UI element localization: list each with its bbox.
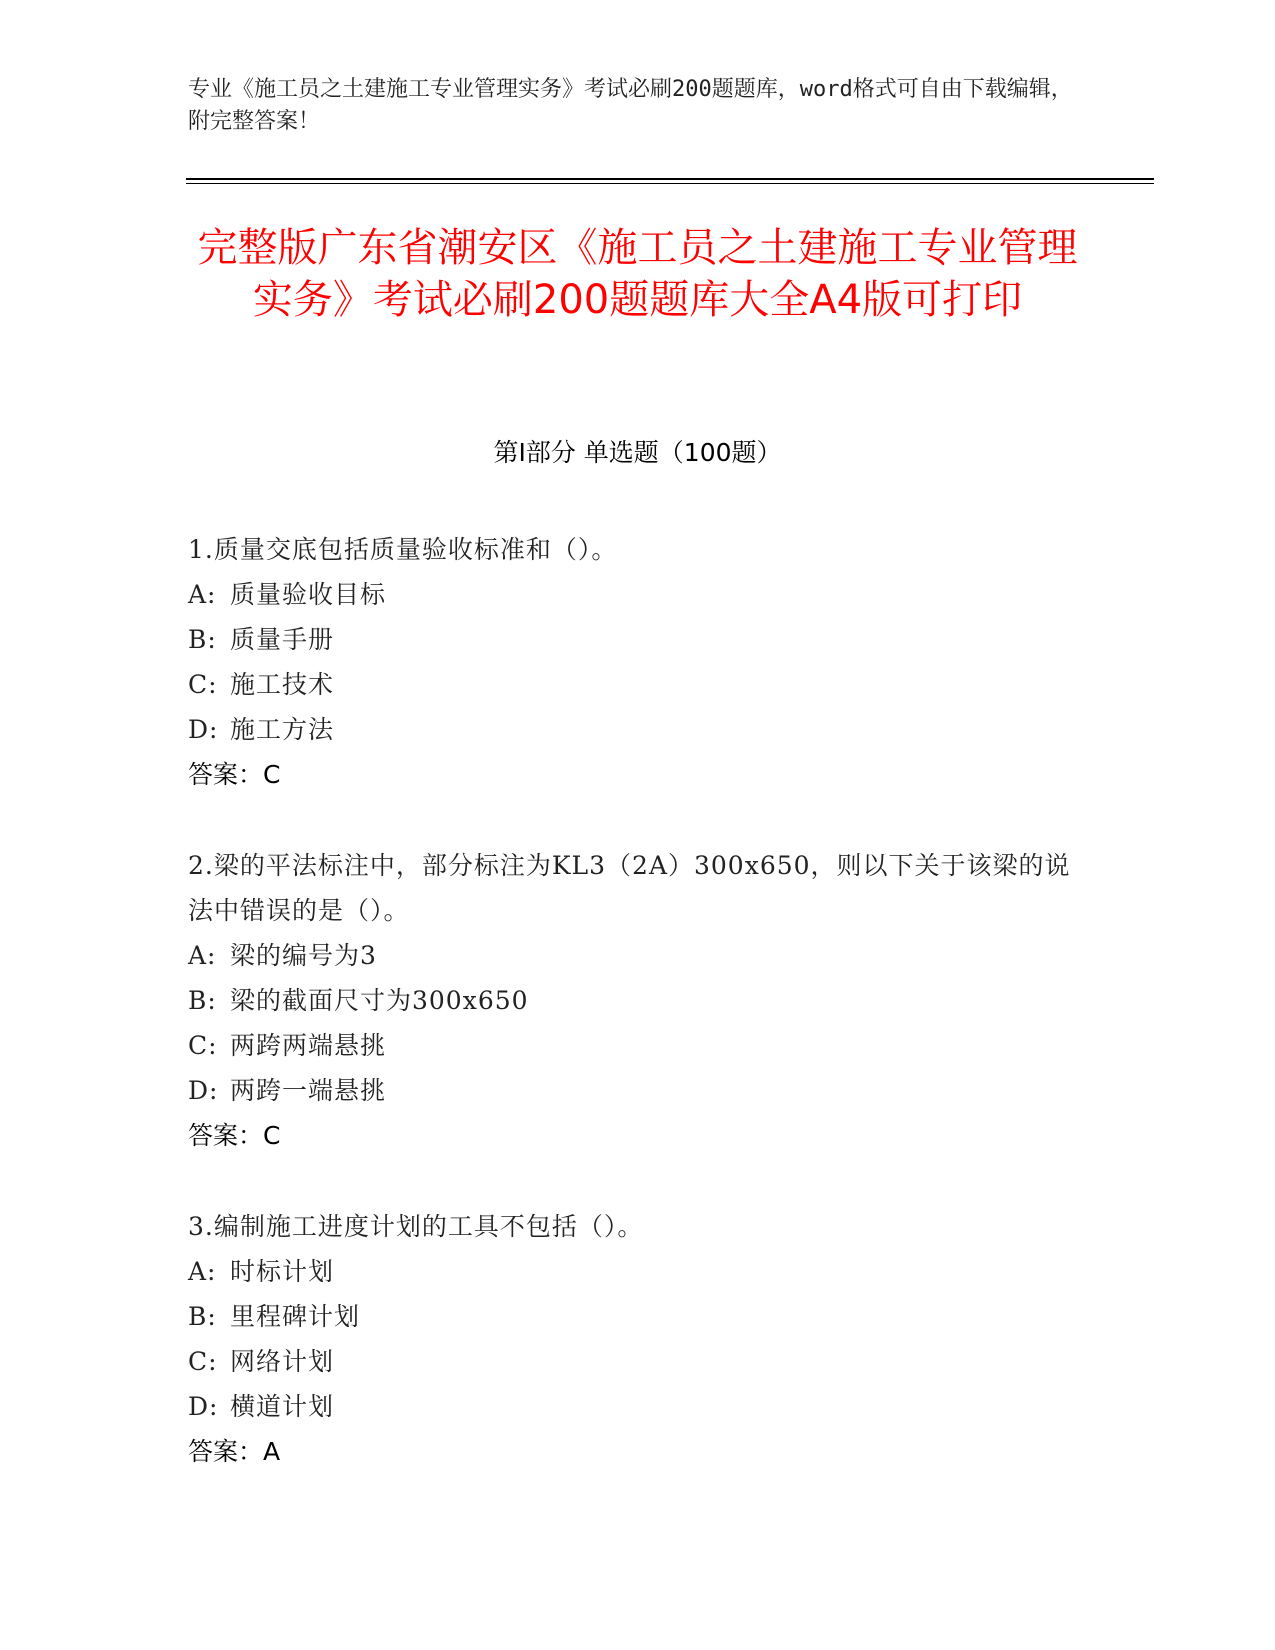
option-text: 施工方法: [230, 715, 335, 744]
option-key: D:: [188, 715, 219, 744]
option-a: [188, 572, 1088, 617]
question-item: [188, 527, 1088, 797]
option-b: [188, 617, 1088, 662]
answer-value: C: [263, 1121, 281, 1150]
option-text: 质量手册: [230, 625, 335, 654]
option-key: A:: [188, 941, 217, 970]
option-key: B:: [188, 625, 217, 654]
answer-value: C: [263, 760, 281, 789]
document-title: 完整版广东省潮安区《施工员之土建施工专业管理实务》考试必刷200题题库大全A4版可打印: [197, 225, 1078, 323]
option-text: 两跨一端悬挑: [230, 1076, 387, 1105]
option-key: A:: [188, 1257, 217, 1286]
option-key: B:: [188, 1302, 217, 1331]
option-text: 梁的编号为3: [230, 941, 377, 970]
answer-line: [188, 1429, 1088, 1474]
option-d: [188, 707, 1088, 752]
option-text: 横道计划: [230, 1392, 335, 1421]
option-text: 里程碑计划: [230, 1302, 361, 1331]
option-b: [188, 978, 1088, 1023]
option-text: 网络计划: [230, 1347, 335, 1376]
question-item: [188, 843, 1088, 1158]
question-item: [188, 1204, 1088, 1474]
option-key: C:: [188, 1347, 218, 1376]
option-key: B:: [188, 986, 217, 1015]
option-c: [188, 1023, 1088, 1068]
answer-line: [188, 1113, 1088, 1158]
question-text: 2.梁的平法标注中，部分标注为KL3（2A）300x650，则以下关于该梁的说法中错误的是（）。: [188, 851, 1071, 925]
answer-value: A: [263, 1437, 281, 1466]
option-text: 梁的截面尺寸为300x650: [230, 986, 529, 1015]
answer-label: 答案：: [188, 1121, 264, 1150]
option-a: [188, 1249, 1088, 1294]
question-text: 3.编制施工进度计划的工具不包括（）。: [188, 1212, 644, 1241]
option-d: [188, 1068, 1088, 1113]
option-c: [188, 662, 1088, 707]
answer-line: [188, 752, 1088, 797]
question-text: 1.质量交底包括质量验收标准和（）。: [188, 535, 618, 564]
answer-label: 答案：: [188, 760, 264, 789]
option-c: [188, 1339, 1088, 1384]
option-text: 质量验收目标: [230, 580, 387, 609]
option-key: C:: [188, 1031, 218, 1060]
option-key: A:: [188, 580, 217, 609]
option-text: 施工技术: [230, 670, 335, 699]
header-divider-thin: [186, 183, 1154, 184]
section-title: 第Ⅰ部分 单选题（100题）: [493, 438, 782, 467]
option-a: [188, 933, 1088, 978]
option-key: D:: [188, 1076, 219, 1105]
answer-label: 答案：: [188, 1437, 264, 1466]
option-d: [188, 1384, 1088, 1429]
header-note: 专业《施工员之土建施工专业管理实务》考试必刷200题题库，word格式可自由下载编辑，附完整答案！: [188, 77, 1073, 134]
header-divider-thick: [186, 178, 1154, 180]
option-key: D:: [188, 1392, 219, 1421]
option-key: C:: [188, 670, 218, 699]
question-list: [188, 527, 1088, 1520]
option-b: [188, 1294, 1088, 1339]
option-text: 两跨两端悬挑: [230, 1031, 387, 1060]
option-text: 时标计划: [230, 1257, 335, 1286]
